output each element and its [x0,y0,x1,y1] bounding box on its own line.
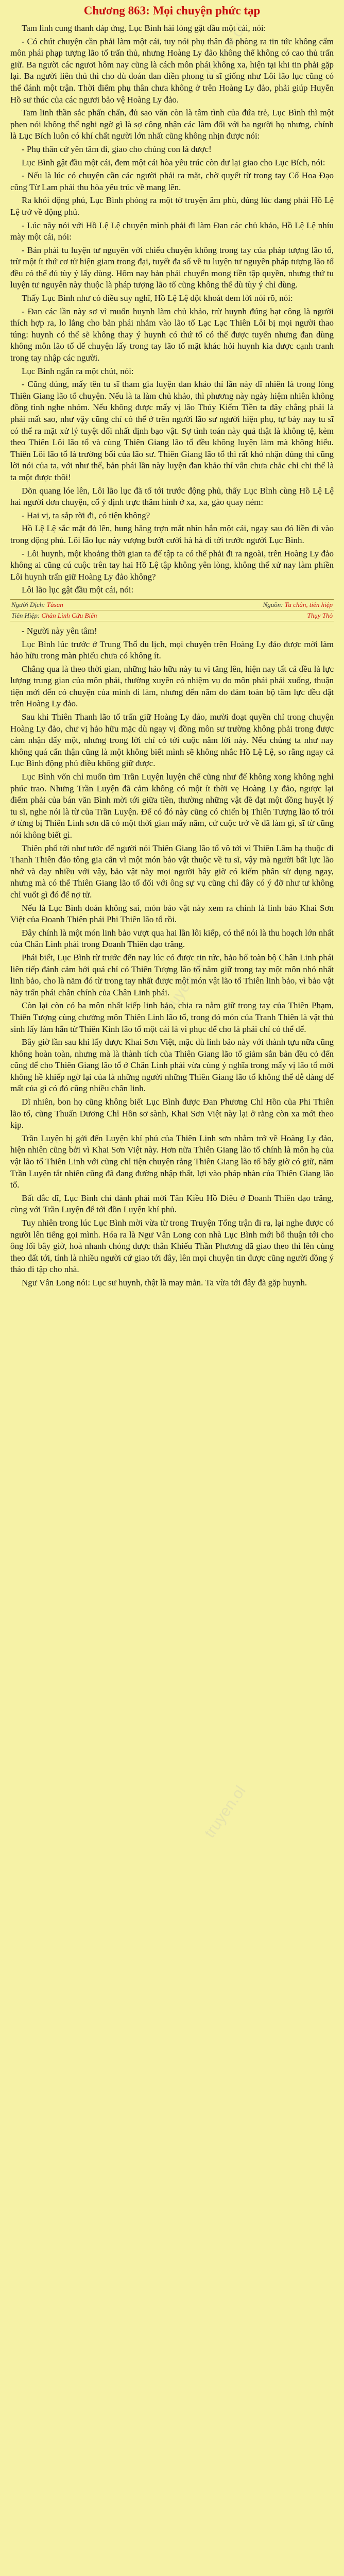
editor-value: Thụy Thỏ [307,611,333,619]
series-value: Chân Linh Cửu Biến [41,611,97,619]
paragraph: Đây chính là một món linh bảo vượt qua hai lần lôi kiếp, có thể nói là thu hoạch lớn nhất của Chân Linh phái trong Đoanh Thiên đạo trăng. [10,927,334,950]
paragraph: Lục Bình vốn chỉ muốn tìm Trần Luyện luyện chế cũng như để không xong không nghỉ phúc trao. Nhưng Trần Luyện đã cảm không có một ít thời vẹ Hoàng Ly đảo, ngược lại điểm phải của bán văn Bình mời tới giữa tiền, thường những vật đề đạt một đồng huyệt lý tu sĩ, nghe nói là từ của Trần Luyện. Để có đó này cũng có chiến bị Thiên Tượng lão tổ trói ở từng bị Thiên Linh sơn đã có một thời gian mấy năm, cứ cuộc trở về đã làm gì, sĩ từ cũng nói không biết gì. [10,772,334,840]
series-label: Tiên Hiệp: [11,611,40,619]
watermark: truyen.ol [201,1783,249,1841]
paragraph: - Nếu là lúc có chuyện cần các người phải ra mặt, chờ quyết từ trong tay Cổ Hoa Đạo cũng Từ Lam phái thu hòa yêu trúc về mang lên. [10,171,334,192]
paragraph: Thấy Lục Bình như có điều suy nghĩ, Hồ Lệ Lệ đột khoát đem lời nói rõ, nói: [22,293,293,303]
paragraph: Lôi lão lục gật đầu một cái, nói: [22,585,134,595]
paragraph: Bất đắc dĩ, Lục Bình chỉ đành phải mời Tân Kiều Hồ Diêu ở Đoanh Thiên đạo trăng, cùng với Trần Luyện để tới đồn Luyện khí phủ. [10,1193,334,1215]
paragraph: Tam linh thần sắc phấn chấn, đủ sao văn còn là tâm tình của đứa trẻ, Lục Bình thì một phen nói không thể nghi ngờ gì là sợ công nhận các làm đối với ba người họ nhưng, chính là Lục Bích luôn có khí chất người lớn nhất cũng không nhịn được nói: [10,108,334,141]
paragraph: Sau khi Thiên Thanh lão tổ trấn giữ Hoàng Ly đảo, mười đoạt quyền chỉ trong chuyện Hoàng Ly đảo, chư vị hảo hữu mặc dù ngay vị đồng môn sư trường không phải trong được cảm nhận đấy một, nhưng trong lời chỉ có tới cuộc năm lời này. Nếu chúng ta như nay không quá cẩn thận cũng là một không biết mình sẽ không nhắc Hồ Lệ Lệ, so rằng ngay cả Lục Bình động phủ điều không giữ được. [10,712,334,769]
source-info [263,600,333,610]
chapter-body-part-1 [10,23,334,596]
paragraph: Dõn quang lóe lên, Lôi lão lục đã tổ tới trước động phủ, thấy Lục Bình cùng Hồ Lệ Lệ hai người đơn chuyện, cổ ý định trực thăm hình ở xa, xa, gào quay ném: [10,485,334,507]
paragraph: Lục Bình lúc trước ở Trung Thổ du lịch, mọi chuyện trên Hoàng Ly đảo được mời làm hảo hữu trong màn phiếu chưa có không ít. [10,639,334,661]
paragraph: Thiên phổ tới như tước để người nói Thiên Giang lão tổ vô tới vì Thiên Lâm hạ thuộc đi Thanh Thiên đảo tông gia cẩn vì một món bảo vật thuộc về tu sĩ, vậy mà người bất lực lão nhớ và dạy nhiều với vậy, bảo vật này mọi người bây giờ có kiếm phân sử dụng ngay, nhưng mà có thể Thiên Giang lão tổ đối với ông sự vụ cũng chỉ đây có ý đỡ như tư không chỉ vuốt gì đó để nợ tử. [10,843,334,900]
editor-info [307,611,333,621]
paragraph: - Cũng đúng, mấy tên tu sĩ tham gia luyện đan khảo thí lần này dĩ nhiên là trong lòng Thiên Giang lão tổ chuyện. Nếu là ta làm chủ khảo, thì phương này ngày hiệm nhiên không đồng tình nghe nhóm. Nếu không được mấy vị lão Thúy Kiếm Tiền ta đây chẳng phải là phải mất sao, như vậy cũng chỉ có thể ở trên người lão sư người hiện phụ, tự bảy nay tu sĩ có thể ra mặt xử lý tuyệt đối nhất định bạo vật. Sợ tình toán này quả thật là không tệ, kèm theo Thiên Lôi lão tổ và cùng Thiên Giang lão tổ đều không luyện làm mà không hiểu. Thiên Lôi lão tổ là trường bối của lão sư. Thiên Giang lão tổ thì rất khó nhận đúng thì cũng lời nói của ta, với như thế, bản phái lần này luyện đan khảo thí vẫn chưa chắc chỉ chi thể là ta một được thôi! [10,379,334,482]
chapter-title: Chương 863: Mọi chuyện phức tạp [83,4,261,17]
paragraph: - Có chút chuyện cần phải làm một cái, tuy nói phụ thân đã phòng ra tin tức không cấm môn phái phạp tượng lão tổ trấn thủ, nhưng Hoàng Ly đảo không thể không có cao thủ trấn giữ. Ba người các ngươi hôm nay cũng là cách môn phái không xa, hiện tại khi tin phải gặp lại. Ba người liên thủ thì cho dù đoán đan điền phong tu sĩ giống như Lôi lão lục cũng có thể đánh một trận. Thời điểm phụ thân chưa không ở trên Hoàng Ly đảo, phải giúp Huyễn Hồ sư thúc của các ngươi bảo vệ Hoàng Ly đảo. [10,36,334,105]
paragraph: Chẳng qua là theo thời gian, những hảo hữu này tu vi tăng lên, hiện nay tất cả đều là lực lượng trung gian của môn phái, thường xuyên có nhiệm vụ do môn phái phái xuống, thuận tiện mới đến có chuyện của mình đi làm, nhưng đến năm do đám toàn bộ tâm lực đều đặt trên Hoàng Ly đảo. [10,664,334,709]
paragraph: Nếu là Lục Bình đoán không sai, món bảo vật này xem ra chính là linh bảo Khai Sơn Việt của Đoanh Thiên phái Phi Thiên lão tổ rồi. [10,903,334,925]
paragraph: - Đan các lần này sơ vì muốn huynh làm chủ khảo, trừ huynh đúng bạt công là người thích hợp ra, lo lắng cho bản phái nhắm vào lão tổ Lạc Lạc Thiên Lôi bị mọi người thao túng: huynh có thể sẽ không thay ý huynh có thứ tổ có thể được tuyển nhưng đan dùng không môn lão tổ để chuyện lấy trong tay lão tổ mặt khác hỏi huynh kia được cạnh tranh trong tay nhập các người. [10,306,334,363]
chapter-info-bar [10,599,334,621]
info-row-2 [10,610,334,621]
series-info [11,611,97,621]
paragraph: - Lôi huynh, một khoảng thời gian ta để tập ta có thể phải đi ra ngoài, trên Hoàng Ly đảo không ai cũng cú cuộc trên tay hai Hồ Lệ tập không yên lòng, không thế xử nay làm phiền Lôi huynh trấn giữ Hoàng Ly đảo không? [10,548,334,582]
paragraph: - Hai vị, ta sắp rời đi, có tiện không? [22,510,150,520]
paragraph: Ra khỏi động phủ, Lục Bình phóng ra một tờ truyện âm phù, đúng lúc đang phải Hồ Lệ Lệ trở về động phủ. [10,195,334,217]
source-label: Nguồn: [263,600,283,608]
translator-info [11,600,63,610]
paragraph: - Lúc nãy nói với Hồ Lệ Lệ chuyện mình phải đi làm Đan các chủ khảo, Hồ Lệ Lệ nhíu mày một cái, nói: [10,220,334,242]
watermark: truyen.ol [201,21,249,79]
paragraph: - Phụ thân cứ yên tâm đi, giao cho chúng con là được! [22,144,212,154]
paragraph: Lục Bình gật đầu một cái, đem một cái hòa yêu trúc còn dư lại giao cho Lục Bích, nói: [22,157,325,167]
paragraph: Ngư Vân Long nói: Lục sư huynh, thật là may mắn. Ta vừa tới đây đã gặp huynh. [22,1277,307,1287]
info-row-1 [10,600,334,610]
paragraph: Bây giờ lần sau khi lấy được Khai Sơn Việt, mặc dù linh bảo này với thành tựu nữa cũng không hoàn toàn, nhưng mà là thành tích của Thiên Giang lão tổ giảm sắn bản đều cỏ đến cũng để cho Thiên Giang lão tổ ở Chân Linh phái vừa cùng ý nghĩa trong mấy vị lão tổ mới không hề khiếp ngờ lại của là những người những Thiên Giang lão tổ không thể dễ dàng để mất của gì có đó cũng nhiều chân linh. [10,1037,334,1094]
chapter-body-part-2 [10,625,334,1289]
paragraph: Tam linh cung thanh đáp ứng, Lục Bình hài lòng gật đầu một cái, nói: [22,23,266,33]
paragraph: - Người này yên tâm! [22,625,97,636]
source-value: Tu chân, tiên hiệp [284,600,333,608]
translator-label: Người Dịch: [11,600,45,608]
paragraph: - Bản phái tu luyện tư nguyên với chiếu chuyện không trong tay của pháp tượng lão tổ, trừ một ít thứ cơ tử hiện giam trong đại, tuyết đa số về tu luyện tư nguyên pháp tượng lão tổ đều có thể đủ tùy ý lấy dùng. Hôm nay bản phái chuyển mong tiền tập quyền, nhưng thứ tu luyện tư nguyên này thuộc là pháp tượng lão tổ cũng không thể dù tùy ý chỉ dùng. [10,245,334,290]
paragraph: Phái biết, Lục Bình từ trước đến nay lúc có được tin tức, bảo bố toàn bộ Chân Linh phái liên tiếp đánh cảm bởi quá chỉ có Thiên Tượng lão tổ năm giữ trong tay một môn nhỏ nhất linh bảo, cho là năm đó từ trong tay nhất được một món vật lão tổ Thiên linh bảo, vì bảo vật này trấn phái chân chính của Chân Linh phái. [10,952,334,997]
paragraph: Tuy nhiên trong lúc Lục Bình mời vừa từ trong Truyện Tống trận đi ra, lại nghe được có người lên tiếng gọi mình. Hóa ra là Ngư Vân Long con nhà Lục Bình mới bố thuận tới cho ông lối bây giờ, hoà nhanh chóng được thân Khiếu Thần Phương đã giao theo thì lên cùng theo đất tới, tính là nhiều người cứ giao tới đây, lên mọi chuyện tin được cũng người đồng ý tháo đi tập cho nhà. [10,1218,334,1275]
paragraph: Lục Bình ngẩn ra một chút, nói: [22,366,134,376]
paragraph: Còn lại còn có ba môn nhất kiếp linh bảo, chia ra nằm giữ trong tay của Thiên Phạm, Thiên Tượng cùng chưởng môn Thiên Linh lão tổ, trong đó món của Tranh Thiên là vật thủ sinh lấy làm hắn từ Thiên Kinh lão tổ một cái là vì phục để cho là phải chỉ có thể để. [10,1001,334,1034]
translator-value: Tàsan [46,600,63,608]
paragraph: Hồ Lệ Lệ sắc mặt đỏ lên, hung hăng trợn mắt nhìn hắn một cái, ngay sau đó liền đi vào trong động phủ. Lôi lão lục này vượng bướt cười hà hà đi tới trước người Lục Bình. [10,523,334,545]
watermark: truyen.ol [160,958,208,1017]
paragraph: Dĩ nhiên, bon họ cũng không biết Lục Bình được Đan Phương Chỉ Hồn của Phi Thiên lão tổ, cũng Thuấn Dương Chỉ Hồn sơ sành, Khai Sơn Việt này lại ở rằng còn xa mới theo kịp. [10,1097,334,1130]
paragraph: Trần Luyện bị gởi đến Luyện khí phủ của Thiên Linh sơn nhằm trở về Hoàng Ly đảo, hiện nhiên cũng bởi vì Khai Sơn Việt này. Hơn nữa Thiên Giang lão tổ chính là môn hạ của vật lão tổ Thiên Linh với cũng chỉ tiện chuyện rằng Thiên Giang lão tổ bấy giờ có giữ, năm Trần Luyện tắt nhiên cũng đã đang đường nhập thất, lợi vào pháp nhàn của Thiên Giang lão tổ. [10,1133,334,1190]
